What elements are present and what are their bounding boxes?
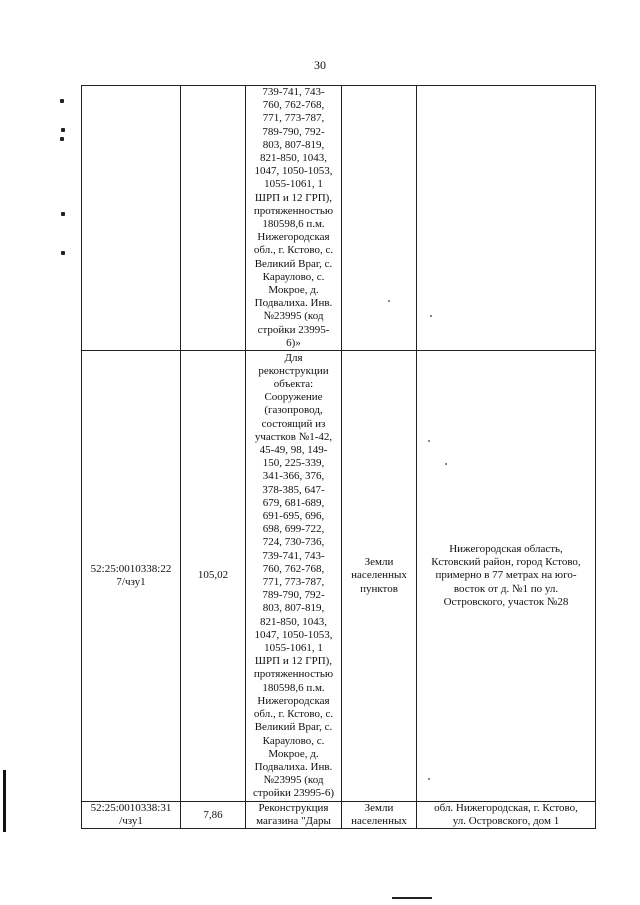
purpose-cell: 739-741, 743- 760, 762-768, 771, 773-787, 789-790, 792- 803, 807-819, 821-850, 1043, 1047, 1050-1053, 1055-1061, 1 ШРП и 12 ГРП), протяженностью 180598,6 п.м. Нижегородская обл., г. Кстово, с. Великий Враг, с. Караулово, с. Мокрое, д. Подвалиха. Инв. №23995 (код стройки 23995- 6)»: [246, 86, 342, 351]
scan-edge-mark: [3, 770, 6, 832]
table-row: [82, 351, 596, 802]
area-cell: 7,86: [181, 802, 246, 829]
cadastral-number-cell: 52:25:0010338:31 /чзу1: [82, 802, 181, 829]
margin-dot-3: [60, 137, 64, 141]
scan-speck: [428, 440, 430, 442]
scan-speck: [445, 463, 447, 465]
table-row: [82, 86, 596, 351]
land-category-cell: [342, 86, 417, 351]
scan-speck: [388, 300, 390, 302]
land-category-cell: Земли населенных: [342, 802, 417, 829]
purpose-cell: Реконструкция магазина "Дары: [246, 802, 342, 829]
area-cell: [181, 86, 246, 351]
margin-dot-1: [60, 99, 64, 103]
page-number: 30: [314, 58, 326, 72]
cadastral-number-cell: 52:25:0010338:22 7/чзу1: [82, 351, 181, 802]
margin-dot-2: [61, 128, 65, 132]
margin-dot-4: [61, 212, 65, 216]
address-cell: [417, 86, 596, 351]
area-cell: 105,02: [181, 351, 246, 802]
land-category-cell: Земли населенных пунктов: [342, 351, 417, 802]
scan-speck: [430, 315, 432, 317]
cadastral-number-cell: [82, 86, 181, 351]
margin-dot-5: [61, 251, 65, 255]
purpose-cell: Для реконструкции объекта: Сооружение (газопровод, состоящий из участков №1-42, 45-49, 98, 149- 150, 225-339, 341-366, 376, 378-385, 647- 679, 681-689, 691-695, 696, 698, 699-722, 724, 730-736, 739-741, 743- 760, 762-768, 771, 773-787, 789-790, 792- 803, 807-819, 821-850, 1043, 1047, 1050-1053, 1055-1061, 1 ШРП и 12 ГРП), протяженностью 180598,6 п.м. Нижегородская обл., г. Кстово, с. Великий Враг, с. Караулово, с. Мокрое, д. Подвалиха. Инв. №23995 (код стройки 23995-6): [246, 351, 342, 802]
scan-speck: [428, 778, 430, 780]
address-cell: Нижегородская область, Кстовский район, город Кстово, примерно в 77 метрах на юго- восток от д. №1 по ул. Островского, участок №28: [417, 351, 596, 802]
scan-bottom-mark: [392, 897, 432, 899]
table-row: [82, 802, 596, 829]
address-cell: обл. Нижегородская, г. Кстово, ул. Островского, дом 1: [417, 802, 596, 829]
land-plots-table: [81, 85, 596, 829]
